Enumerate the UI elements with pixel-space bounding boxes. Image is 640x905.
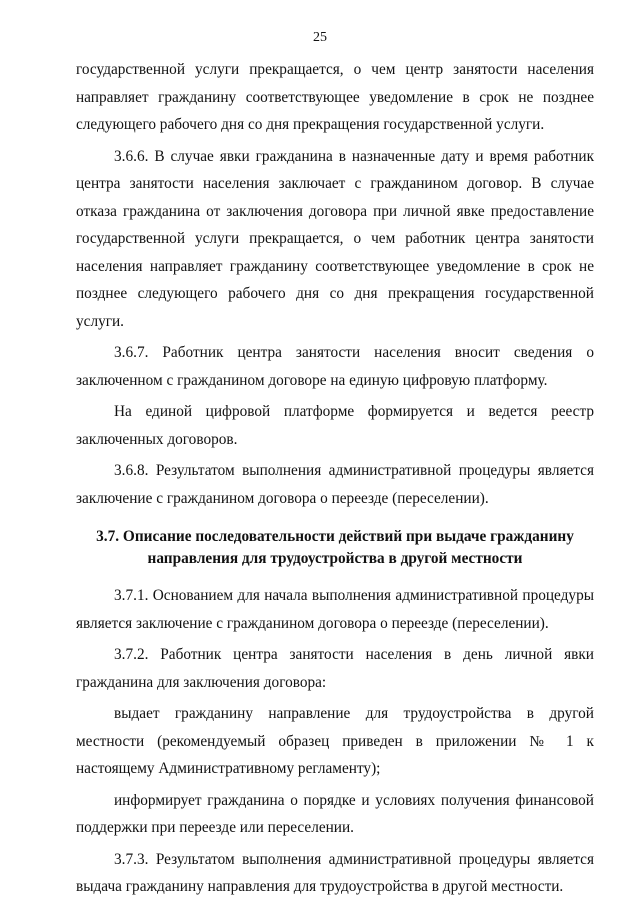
- paragraph-registry: На единой цифровой платформе формируется и ведется реестр заключенных договоров.: [76, 403, 594, 448]
- paragraph-3-7-3: 3.7.3. Результатом выполнения административной процедуры является выдача гражданину направления для трудоустройства в другой местности.: [76, 850, 594, 895]
- document-body: [76, 56, 594, 901]
- section-heading-line-2: направления для трудоустройства в другой местности: [147, 550, 523, 567]
- paragraph-3-6-8: 3.6.8. Результатом выполнения административной процедуры является заключение с гражданином договора о переезде (переселении).: [76, 462, 594, 507]
- paragraph-3-6-6: 3.6.6. В случае явки гражданина в назначенные дату и время работник центра занятости населения заключает с гражданином договор. В случае отказа гражданина от заключения договора при личной явке предоставление государственной услуги прекращается, о чем работник центра занятости населения направляет гражданину соответствующее уведомление в срок не позднее следующего рабочего дня со дня прекращения государственной услуги.: [76, 147, 594, 330]
- section-heading-line-1: 3.7. Описание последовательности действий при выдаче гражданину: [96, 528, 574, 545]
- page-number: 25: [313, 30, 327, 45]
- paragraph-inform-support: информирует гражданина о порядке и условиях получения финансовой поддержки при переезде или переселении.: [76, 791, 594, 836]
- paragraph-issue-referral: выдает гражданину направление для трудоустройства в другой местности (рекомендуемый образец приведен в приложении № 1 к настоящему Административному регламенту);: [76, 705, 594, 777]
- paragraph-3-7-1: 3.7.1. Основанием для начала выполнения административной процедуры является заключение с гражданином договора о переезде (переселении).: [76, 587, 594, 632]
- paragraph-continuation: государственной услуги прекращается, о чем центр занятости населения направляет гражданину соответствующее уведомление в срок не позднее следующего рабочего дня со дня прекращения государственной услуги.: [76, 61, 594, 133]
- section-heading-3-7: [76, 526, 594, 570]
- paragraph-3-7-2: 3.7.2. Работник центра занятости населения в день личной явки гражданина для заключения договора:: [76, 646, 594, 691]
- paragraph-3-6-7: 3.6.7. Работник центра занятости населения вносит сведения о заключенном с гражданином договоре на единую цифровую платформу.: [76, 344, 594, 389]
